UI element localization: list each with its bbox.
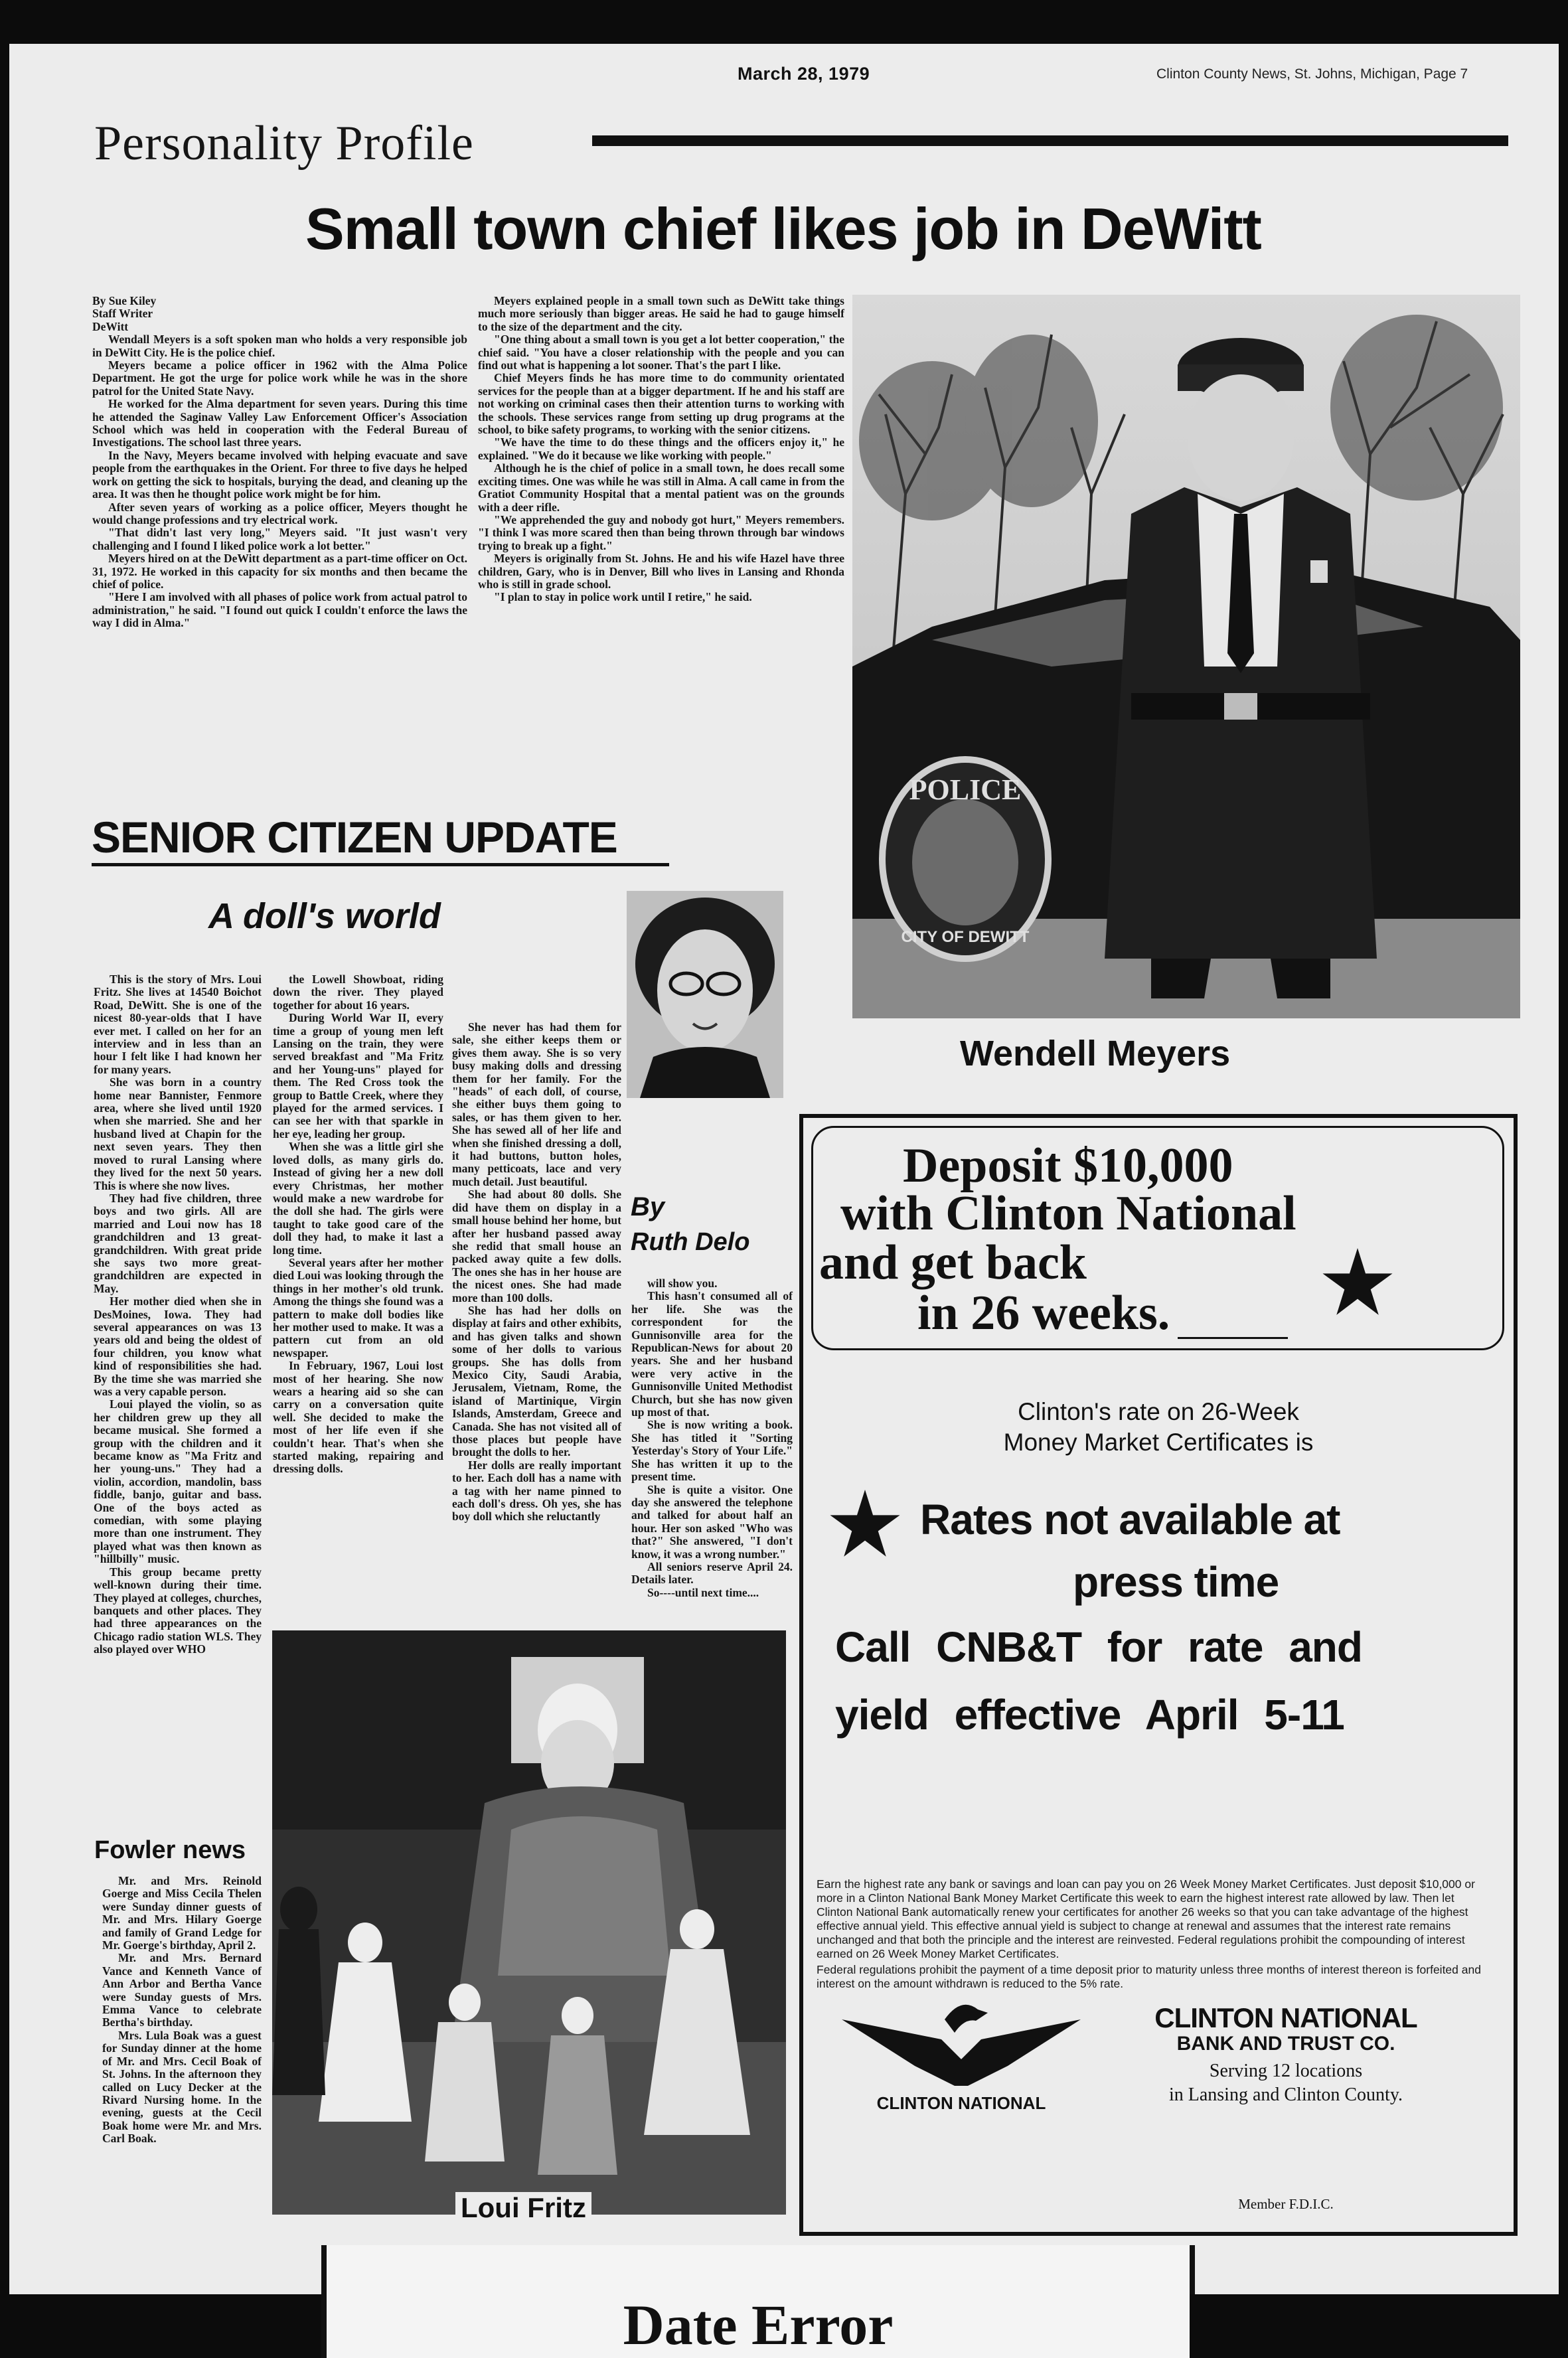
profile-paragraph: Although he is the chief of police in a small town, he does recall some exciting times. One was while he was still in Alma. A call came in from the Gratiot Community Hospital that a mental patient was on the grounds with a deer rifle. bbox=[478, 461, 844, 514]
photo-caption-fritz: Loui Fritz bbox=[455, 2192, 591, 2224]
newspaper-page bbox=[9, 44, 1559, 2358]
profile-paragraph: After seven years of working as a police officer, Meyers thought he would change professions and try electrical work. bbox=[92, 500, 467, 526]
bank-name-2: BANK AND TRUST CO. bbox=[1176, 2033, 1395, 2055]
senior-paragraph: This hasn't consumed all of her life. She was the correspondent for the Gunnisonville area for the Republican-News for about 20 years. She and her husband were very active in the Gunnisonville United Methodist Church, but she has now given up most of that. bbox=[631, 1289, 793, 1419]
ad-call-line-2: yield effective April 5-11 bbox=[835, 1691, 1344, 1739]
ad-underline bbox=[1178, 1337, 1288, 1339]
police-badge-bottom-text: CITY OF DEWITT bbox=[901, 928, 1030, 946]
fowler-paragraph: Mr. and Mrs. Bernard Vance and Kenneth Vance of Ann Arbor and Bertha Vance were Sunday guests of Mrs. Emma Vance to celebrate Bertha's birthday. bbox=[102, 1951, 262, 2029]
senior-paragraph: Her mother died when she in DesMoines, Iowa. They had several appearances on was 13 years old and being the oldest of four children, you know what kind of responsibilities she had. By the time she was married she was a very capable person. bbox=[94, 1295, 262, 1398]
senior-byline-by: By bbox=[631, 1192, 665, 1221]
senior-paragraph: She is now writing a book. She has titled it "Sorting Yesterday's Story of Your Life." She has written it up to the present time. bbox=[631, 1418, 793, 1484]
senior-paragraph: When she was a little girl she loved dolls, as many girls do. Instead of giving her a new doll every Christmas, her mother would make a new wardrobe for the doll she had. The girls were taught to take good care of the doll they had, to make it last a long time. bbox=[273, 1140, 443, 1257]
bank-member-fdic: Member F.D.I.C. bbox=[1238, 2196, 1334, 2212]
senior-paragraph: During World War II, every time a group of young men left Lansing on the train, they were served breakfast and "Ma Fritz and her Young-uns" played for them. The Red Cross took the group to Battle Creek, where they played for the armed services. I can see her with that sparkle in her eye, leading her group. bbox=[273, 1011, 443, 1140]
bottom-black-right bbox=[1190, 2294, 1559, 2358]
profile-paragraph: "Here I am involved with all phases of police work from actual patrol to administration," he said. "I found out quick I couldn't enforce the laws the way I did in Alma." bbox=[92, 590, 467, 630]
senior-paragraph: She had about 80 dolls. She did have them on display in a small house behind her home, but after her husband passed away she redid that small house an packed away quite a few dolls. The ones she has in her house are the nicest ones. She had made more than 100 dolls. bbox=[452, 1188, 621, 1304]
senior-paragraph: They had five children, three boys and two girls. All are married and Loui now has 18 grandchildren and 13 great-grandchildren. With great pride she says two more great-grandchildren are expected in May. bbox=[94, 1191, 262, 1295]
profile-paragraph: "We apprehended the guy and nobody got hurt," Meyers remembers. "I think I was more scared then than being thrown through bar windows trying to break up a fight." bbox=[478, 512, 844, 552]
senior-paragraph: All seniors reserve April 24. Details later. bbox=[631, 1559, 793, 1587]
photo-caption-meyers: Wendell Meyers bbox=[960, 1034, 1231, 1073]
bottom-black-left bbox=[9, 2294, 321, 2358]
date-error-box bbox=[321, 2245, 1195, 2358]
senior-paragraph: This is the story of Mrs. Loui Fritz. She lives at 14540 Boichot Road, DeWitt. She is one of the nicest 80-year-olds that I have ever met. I called on her for an interview and in less than an hour I felt like I had known her for many years. bbox=[94, 973, 262, 1076]
senior-paragraph: the Lowell Showboat, riding down the river. They played together for about 16 years. bbox=[273, 973, 443, 1012]
ad-fine-print bbox=[817, 1877, 1487, 1993]
senior-paragraph: She is quite a visitor. One day she answered the telephone and talked for about half an hour. Her son asked "Who was that?" She answered, "I don't know, it was a wrong number." bbox=[631, 1482, 793, 1561]
ad-rates-line-2: press time bbox=[1073, 1558, 1279, 1606]
bank-serving-1: Serving 12 locations bbox=[1209, 2061, 1363, 2081]
star-icon bbox=[1321, 1248, 1394, 1317]
bank-serving-2: in Lansing and Clinton County. bbox=[1168, 2084, 1403, 2105]
photo-portrait-loui-fritz bbox=[627, 891, 783, 1098]
senior-paragraph: will show you. bbox=[647, 1277, 718, 1290]
senior-column-4 bbox=[631, 1277, 793, 1599]
senior-column-1 bbox=[94, 973, 262, 1656]
photo-chief-with-patrol-car bbox=[852, 295, 1520, 1018]
senior-paragraph: She was born in a country home near Bannister, Fenmore area, where she lived until 1920 when she married. She and her husband lived at Chapin for the next seven years. They then moved to rural Lansing where they lived for the next 50 years. This is where she now lives. bbox=[94, 1075, 262, 1192]
dateline: DeWitt bbox=[92, 319, 129, 333]
ad-line-4: in 26 weeks. bbox=[917, 1286, 1170, 1340]
senior-banner: SENIOR CITIZEN UPDATE bbox=[92, 813, 617, 862]
profile-paragraph: Meyers became a police officer in 1962 with the Alma Police Department. He got the urge for police work while he was in the shore patrol for the United State Navy. bbox=[92, 358, 467, 398]
senior-paragraph: Several years after her mother died Loui was looking through the things in her mother's old trunk. Among the things she found was a pattern to make doll bodies like her mother used to make. It was a pattern cut from an old newspaper. bbox=[273, 1255, 443, 1360]
ad-call-line-1: Call CNB&T for rate and bbox=[835, 1623, 1362, 1671]
photo-wendell-meyers bbox=[852, 295, 1520, 1018]
clinton-national-eagle-logo bbox=[835, 1993, 1087, 2112]
fowler-column bbox=[102, 1875, 262, 2146]
profile-paragraph: "We have the time to do these things and the officers enjoy it," he explained. "We do it because we like working with people." bbox=[478, 435, 844, 462]
profile-paragraph: "That didn't last very long," Meyers said. "It just wasn't very challenging and I found I liked police work a lot better." bbox=[92, 526, 467, 552]
fowler-paragraph: Mrs. Lula Boak was a guest for Sunday dinner at the home of Mr. and Mrs. Cecil Boak of St. Johns. In the afternoon they called on Lucy Decker at the Rivard Nursing home. In the evening, guests at the Cecil Boak home were Mr. and Mrs. Carl Boak. bbox=[102, 2028, 262, 2146]
dolls-display bbox=[272, 1630, 786, 2215]
senior-column-2 bbox=[273, 973, 443, 1476]
section-rule bbox=[592, 135, 1508, 146]
senior-paragraph: Loui played the violin, so as her children grew up they all became musical. She formed a group with the children and it became know as "Ma Fritz and her young-uns." They had a violin, accordion, mandolin, bass fiddle, banjo, guitar and bass. One of the boys acted as comedian, with some playing more than one instrument. They played what was then known as "hillbilly" music. bbox=[94, 1397, 262, 1566]
profile-column-2 bbox=[478, 295, 844, 604]
ad-line-1: Deposit $10,000 bbox=[903, 1139, 1233, 1193]
senior-paragraph: So----until next time.... bbox=[647, 1585, 759, 1599]
profile-paragraph: Meyers is originally from St. Johns. He and his wife Hazel have three children, Gary, who is in Denver, Bill who lives in Lansing and Rhonda who is still in grade school. bbox=[478, 552, 844, 591]
senior-paragraph: She has had her dolls on display at fairs and other exhibits, and has given talks and shown some of her dolls to various groups. She has dolls from Mexico City, Saudi Arabia, Jerusalem, Vietnam, Rome, the island of Martinique, Virgin Islands, Amsterdam, Greece and Canada. She has not visited all of those places but people have brought the dolls to her. bbox=[452, 1303, 621, 1459]
police-badge-top-text: POLICE bbox=[909, 773, 1022, 806]
profile-column-1-paragraphs bbox=[92, 333, 467, 629]
byline: By Sue Kiley bbox=[92, 294, 157, 307]
profile-column-1 bbox=[92, 295, 467, 630]
senior-byline-name: Ruth Delo bbox=[631, 1228, 750, 1256]
ad-rate-line-1: Clinton's rate on 26-Week bbox=[1018, 1398, 1299, 1425]
ad-line-2: with Clinton National bbox=[840, 1186, 1296, 1241]
issue-date: March 28, 1979 bbox=[738, 64, 870, 84]
senior-paragraph: In February, 1967, Loui lost most of her hearing. She now wears a hearing aid so she can carry on a conversation quite well. She decided to make the most of her life even if she couldn't hear. That's when she started making, repairing and dressing dolls. bbox=[273, 1359, 443, 1476]
paper-name-page: Clinton County News, St. Johns, Michigan, Page 7 bbox=[1156, 66, 1468, 82]
star-icon-2 bbox=[828, 1490, 902, 1559]
bank-advertisement bbox=[799, 1114, 1518, 2236]
senior-banner-rule bbox=[92, 863, 669, 866]
fowler-paragraph: Mr. and Mrs. Reinold Goerge and Miss Cecila Thelen were Sunday dinner guests of Mr. and Mrs. Hilary Goerge and family of Grand Ledge for Mr. Goerge's birthday, April 2. bbox=[102, 1874, 262, 1952]
logo-text: CLINTON NATIONAL bbox=[876, 2093, 1046, 2112]
bank-name-1: CLINTON NATIONAL bbox=[1154, 2002, 1417, 2033]
profile-paragraph: Chief Meyers finds he has more time to do community orientated services for the people than at a bigger department. If he and his staff are not working on criminal cases then their attention turns to working with the schools. These services range from setting up drug programs at the school, to bike safety programs, to working with the senior citizens. bbox=[478, 371, 844, 437]
senior-column-3 bbox=[452, 1021, 621, 1524]
date-error-text: Date Error bbox=[623, 2293, 894, 2357]
profile-paragraph: He worked for the Alma department for seven years. During this time he attended the Saginaw Valley Law Enforcement Officer's Association School which was held in cooperation with the Federal Bureau of Investigations. The school last three years. bbox=[92, 397, 467, 449]
senior-paragraph: Her dolls are really important to her. Each doll has a name with a tag with her name pinned to each doll's dress. Oh yes, she has boy doll which she reluctantly bbox=[452, 1458, 621, 1524]
ad-line-3: and get back bbox=[819, 1235, 1087, 1290]
profile-paragraph: "One thing about a small town is you get a lot better cooperation," the chief said. "You have a closer relationship with the people and you can find out what is happening a lot sooner. That's the part I like. bbox=[478, 333, 844, 372]
ad-fine-print-1: Earn the highest rate any bank or savings and loan can pay you on 26 Week Money Market Certificates. Just deposit $10,000 or more in a Clinton National Bank Money Market Certificate this week to earn the highest interest rate allowed by law. Then let Clinton National Bank automatically renew your certificates for another 26 weeks so that you can take advantage of the highest effective annual yield. This effective annual yield is subject to change at renewal and assumes that the interest rate remains unchanged and that both the principle and the interest are reinvested. Federal regulations prohibit the compounding of interest earned on 26 Week Money Market Certificates. bbox=[817, 1877, 1475, 1960]
senior-title: A doll's world bbox=[208, 896, 441, 936]
profile-paragraph: "I plan to stay in police work until I retire," he said. bbox=[494, 590, 752, 604]
fowler-title: Fowler news bbox=[94, 1836, 246, 1864]
profile-paragraph: Wendall Meyers is a soft spoken man who holds a very responsible job in DeWitt City. He is the police chief. bbox=[92, 333, 467, 359]
ad-fine-print-2: Federal regulations prohibit the payment of a time deposit prior to maturity unless three months of interest thereon is forfeited and interest on the amount withdrawn is reduced to the 5% rate. bbox=[817, 1963, 1481, 1990]
ad-rate-line-2: Money Market Certificates is bbox=[1003, 1429, 1314, 1456]
byline-role: Staff Writer bbox=[92, 307, 153, 321]
headline: Small town chief likes job in DeWitt bbox=[305, 196, 1261, 262]
profile-paragraph: Meyers hired on at the DeWitt department as a part-time officer on Oct. 31, 1972. He worked in this capacity for six months and then became the chief of police. bbox=[92, 552, 467, 591]
profile-paragraph: Meyers explained people in a small town such as DeWitt take things much more seriously than bigger areas. He said he had to gauge himself to the size of the department and the city. bbox=[478, 294, 844, 333]
senior-paragraph: She never has had them for sale, she either keeps them or gives them away. She is so very busy making dolls and dressing them for her family. For the "heads" of each doll, of course, she either buys them going to sales, or has them given to her. She has sewed all of her life and when she finished dressing a doll, it had buttons, button holes, many petticoats, lace and very much detail. Just beautiful. bbox=[452, 1020, 621, 1188]
section-label: Personality Profile bbox=[94, 116, 474, 171]
ad-rates-line-1: Rates not available at bbox=[920, 1496, 1340, 1543]
photo-loui-fritz-with-dolls bbox=[272, 1630, 786, 2215]
portrait-figure bbox=[627, 891, 783, 1098]
senior-paragraph: This group became pretty well-known during their time. They played at colleges, churches, banquets and other places. They had three appearances on the Chicago radio station WLS. They also played over WHO bbox=[94, 1565, 262, 1656]
profile-paragraph: In the Navy, Meyers became involved with helping evacuate and save people from the earthquakes in the Orient. For three to five days he helped work on getting the sick to hospitals, burying the dead, and cleaning up the area. It was then he thought police work might be for him. bbox=[92, 448, 467, 501]
